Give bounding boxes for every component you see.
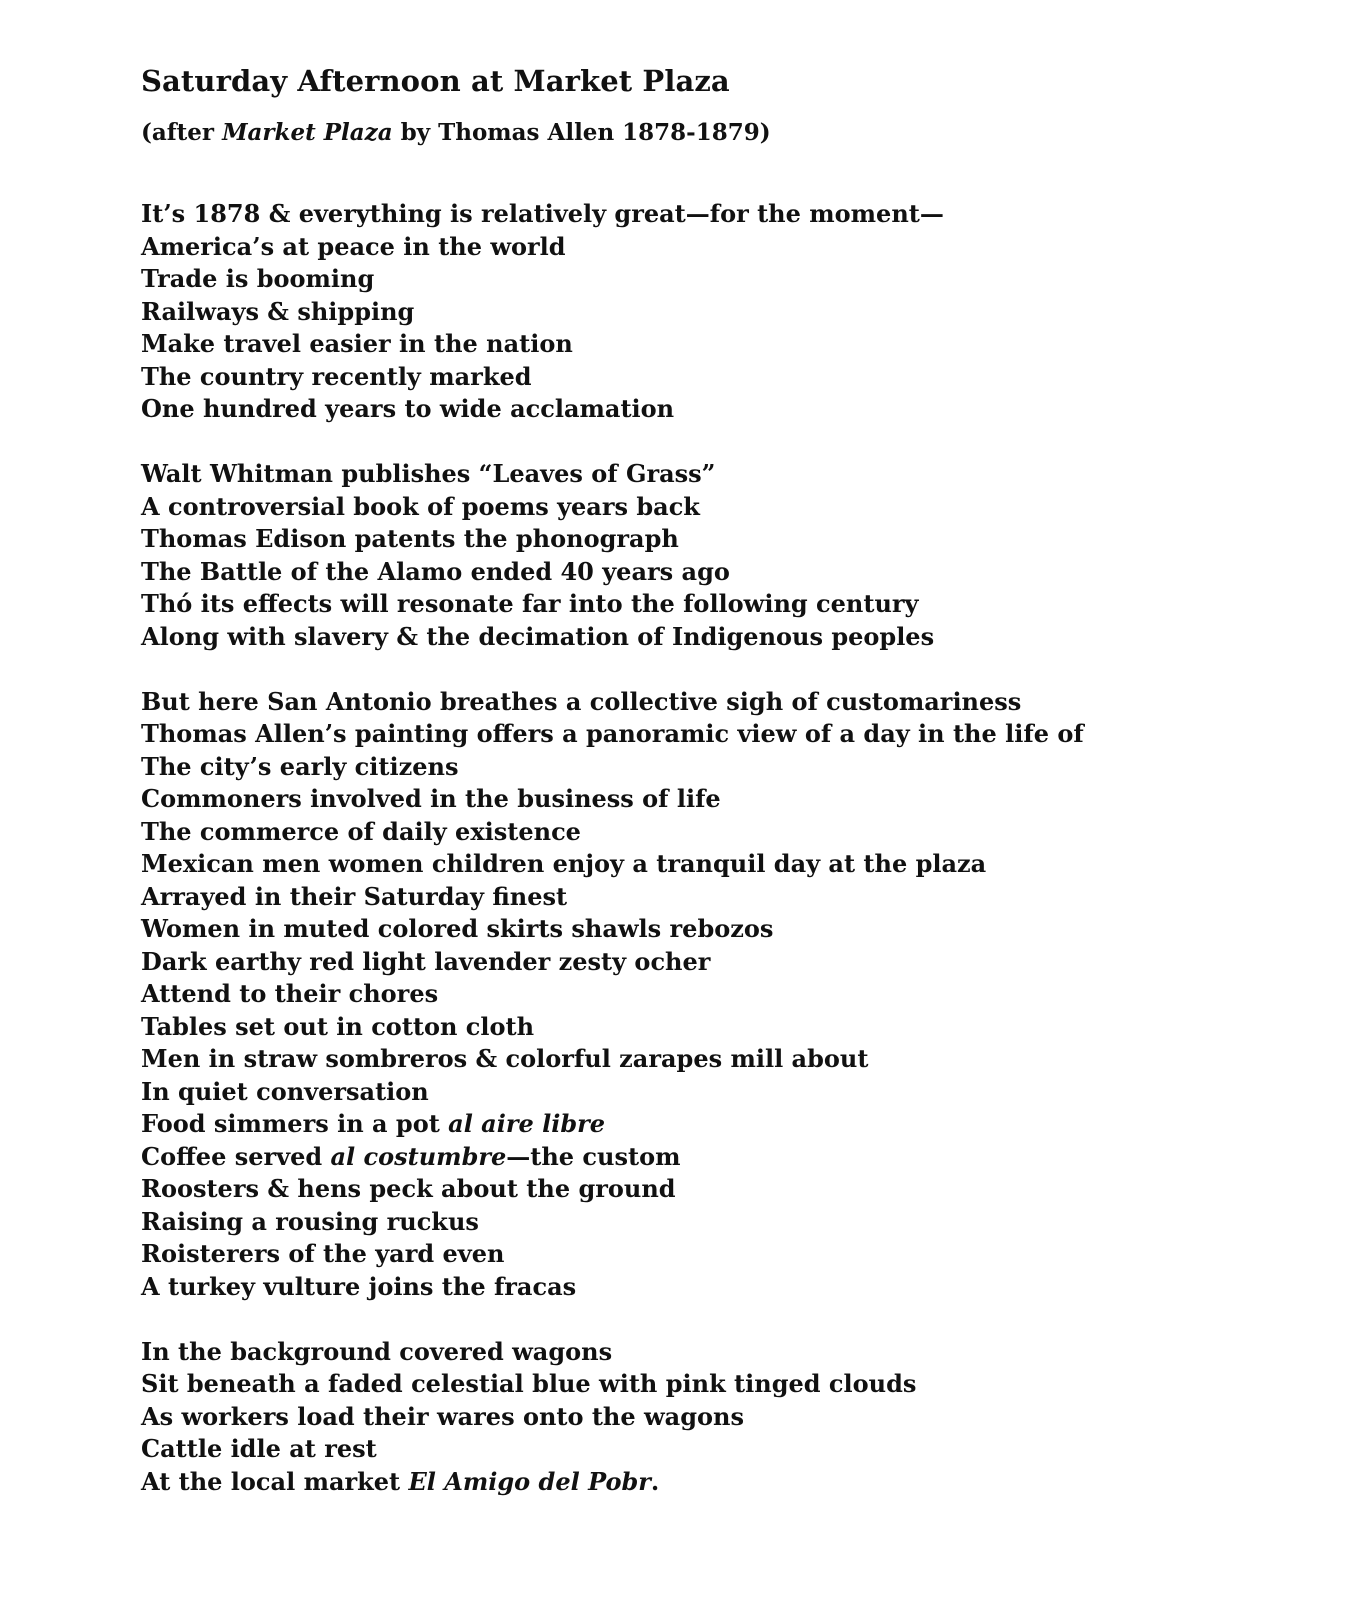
poem-subtitle <box>141 118 1291 148</box>
poem-line: Railways & shipping <box>141 296 415 326</box>
poem-line: As workers load their wares onto the wagons <box>141 1401 744 1431</box>
poem-line: Raising a rousing ruckus <box>141 1206 479 1236</box>
poem-line: The commerce of daily existence <box>141 816 581 846</box>
coffee-line-suffix: —the custom <box>506 1141 681 1171</box>
poem-line: Thomas Allen’s painting offers a panoramic view of a day in the life of <box>141 719 1084 748</box>
poem-line-market <box>141 1466 1291 1499</box>
poem-line: A turkey vulture joins the fracas <box>141 1271 577 1301</box>
poem-line: In the background covered wagons <box>141 1336 613 1366</box>
poem-line: Along with slavery & the decimation of Indigenous peoples <box>141 621 935 651</box>
poem-line: Trade is booming <box>141 264 375 293</box>
poem-line-food <box>141 1108 1291 1141</box>
poem-line: In quiet conversation <box>141 1076 429 1106</box>
poem-line: America’s at peace in the world <box>141 231 566 261</box>
subtitle-work-title: Market Plaza <box>222 119 393 146</box>
poem-line: Make travel easier in the nation <box>141 329 573 358</box>
stanza-2 <box>141 458 1291 653</box>
stanza-3 <box>141 686 1291 1304</box>
poem-line: One hundred years to wide acclamation <box>141 394 675 423</box>
poem-line-coffee <box>141 1141 1291 1174</box>
subtitle-suffix: by Thomas Allen 1878-1879) <box>392 119 771 146</box>
poem-body <box>141 198 1291 1498</box>
poem-line: Commoners involved in the business of life <box>141 784 721 813</box>
poem-line: But here San Antonio breathes a collective sigh of customariness <box>141 686 1022 716</box>
poem-line: Roosters & hens peck about the ground <box>141 1174 676 1203</box>
poem-line: Attend to their chores <box>141 979 439 1008</box>
market-line-text: At the local market <box>141 1466 409 1496</box>
poem-line: The city’s early citizens <box>141 751 459 781</box>
poem-line: Thó its effects will resonate far into the following century <box>141 589 919 618</box>
food-line-italic: al aire libre <box>448 1109 606 1138</box>
poem-line: Dark earthy red light lavender zesty ocher <box>141 946 711 976</box>
poem-line: Women in muted colored skirts shawls rebozos <box>141 914 774 943</box>
document-page <box>141 58 1291 1531</box>
subtitle-prefix: (after <box>141 119 223 146</box>
coffee-line-text: Coffee served <box>141 1141 331 1171</box>
coffee-line-italic: al costumbre <box>330 1141 507 1171</box>
poem-line: Sit beneath a faded celestial blue with pink tinged clouds <box>141 1369 917 1398</box>
poem-line: Tables set out in cotton cloth <box>141 1011 535 1041</box>
market-line-suffix: . <box>650 1466 660 1496</box>
poem-title: Saturday Afternoon at Market Plaza <box>141 64 730 98</box>
poem-line: Roisterers of the yard even <box>141 1239 505 1268</box>
market-line-italic: El Amigo del Pobr <box>408 1466 651 1496</box>
stanza-1 <box>141 198 1291 426</box>
poem-line: The country recently marked <box>141 361 532 391</box>
poem-line: Cattle idle at rest <box>141 1434 377 1463</box>
poem-line: Arrayed in their Saturday finest <box>141 881 568 911</box>
poem-line: Thomas Edison patents the phonograph <box>141 524 679 553</box>
food-line-text: Food simmers in a pot <box>141 1109 449 1138</box>
poem-line: Men in straw sombreros & colorful zarapes mill about <box>141 1044 869 1073</box>
poem-line: Walt Whitman publishes “Leaves of Grass” <box>141 459 716 488</box>
stanza-4 <box>141 1336 1291 1499</box>
poem-line: A controversial book of poems years back <box>141 491 700 521</box>
poem-line: The Battle of the Alamo ended 40 years ago <box>141 556 730 586</box>
poem-line: Mexican men women children enjoy a tranquil day at the plaza <box>141 849 987 878</box>
poem-line: It’s 1878 & everything is relatively great—for the moment— <box>141 199 944 228</box>
